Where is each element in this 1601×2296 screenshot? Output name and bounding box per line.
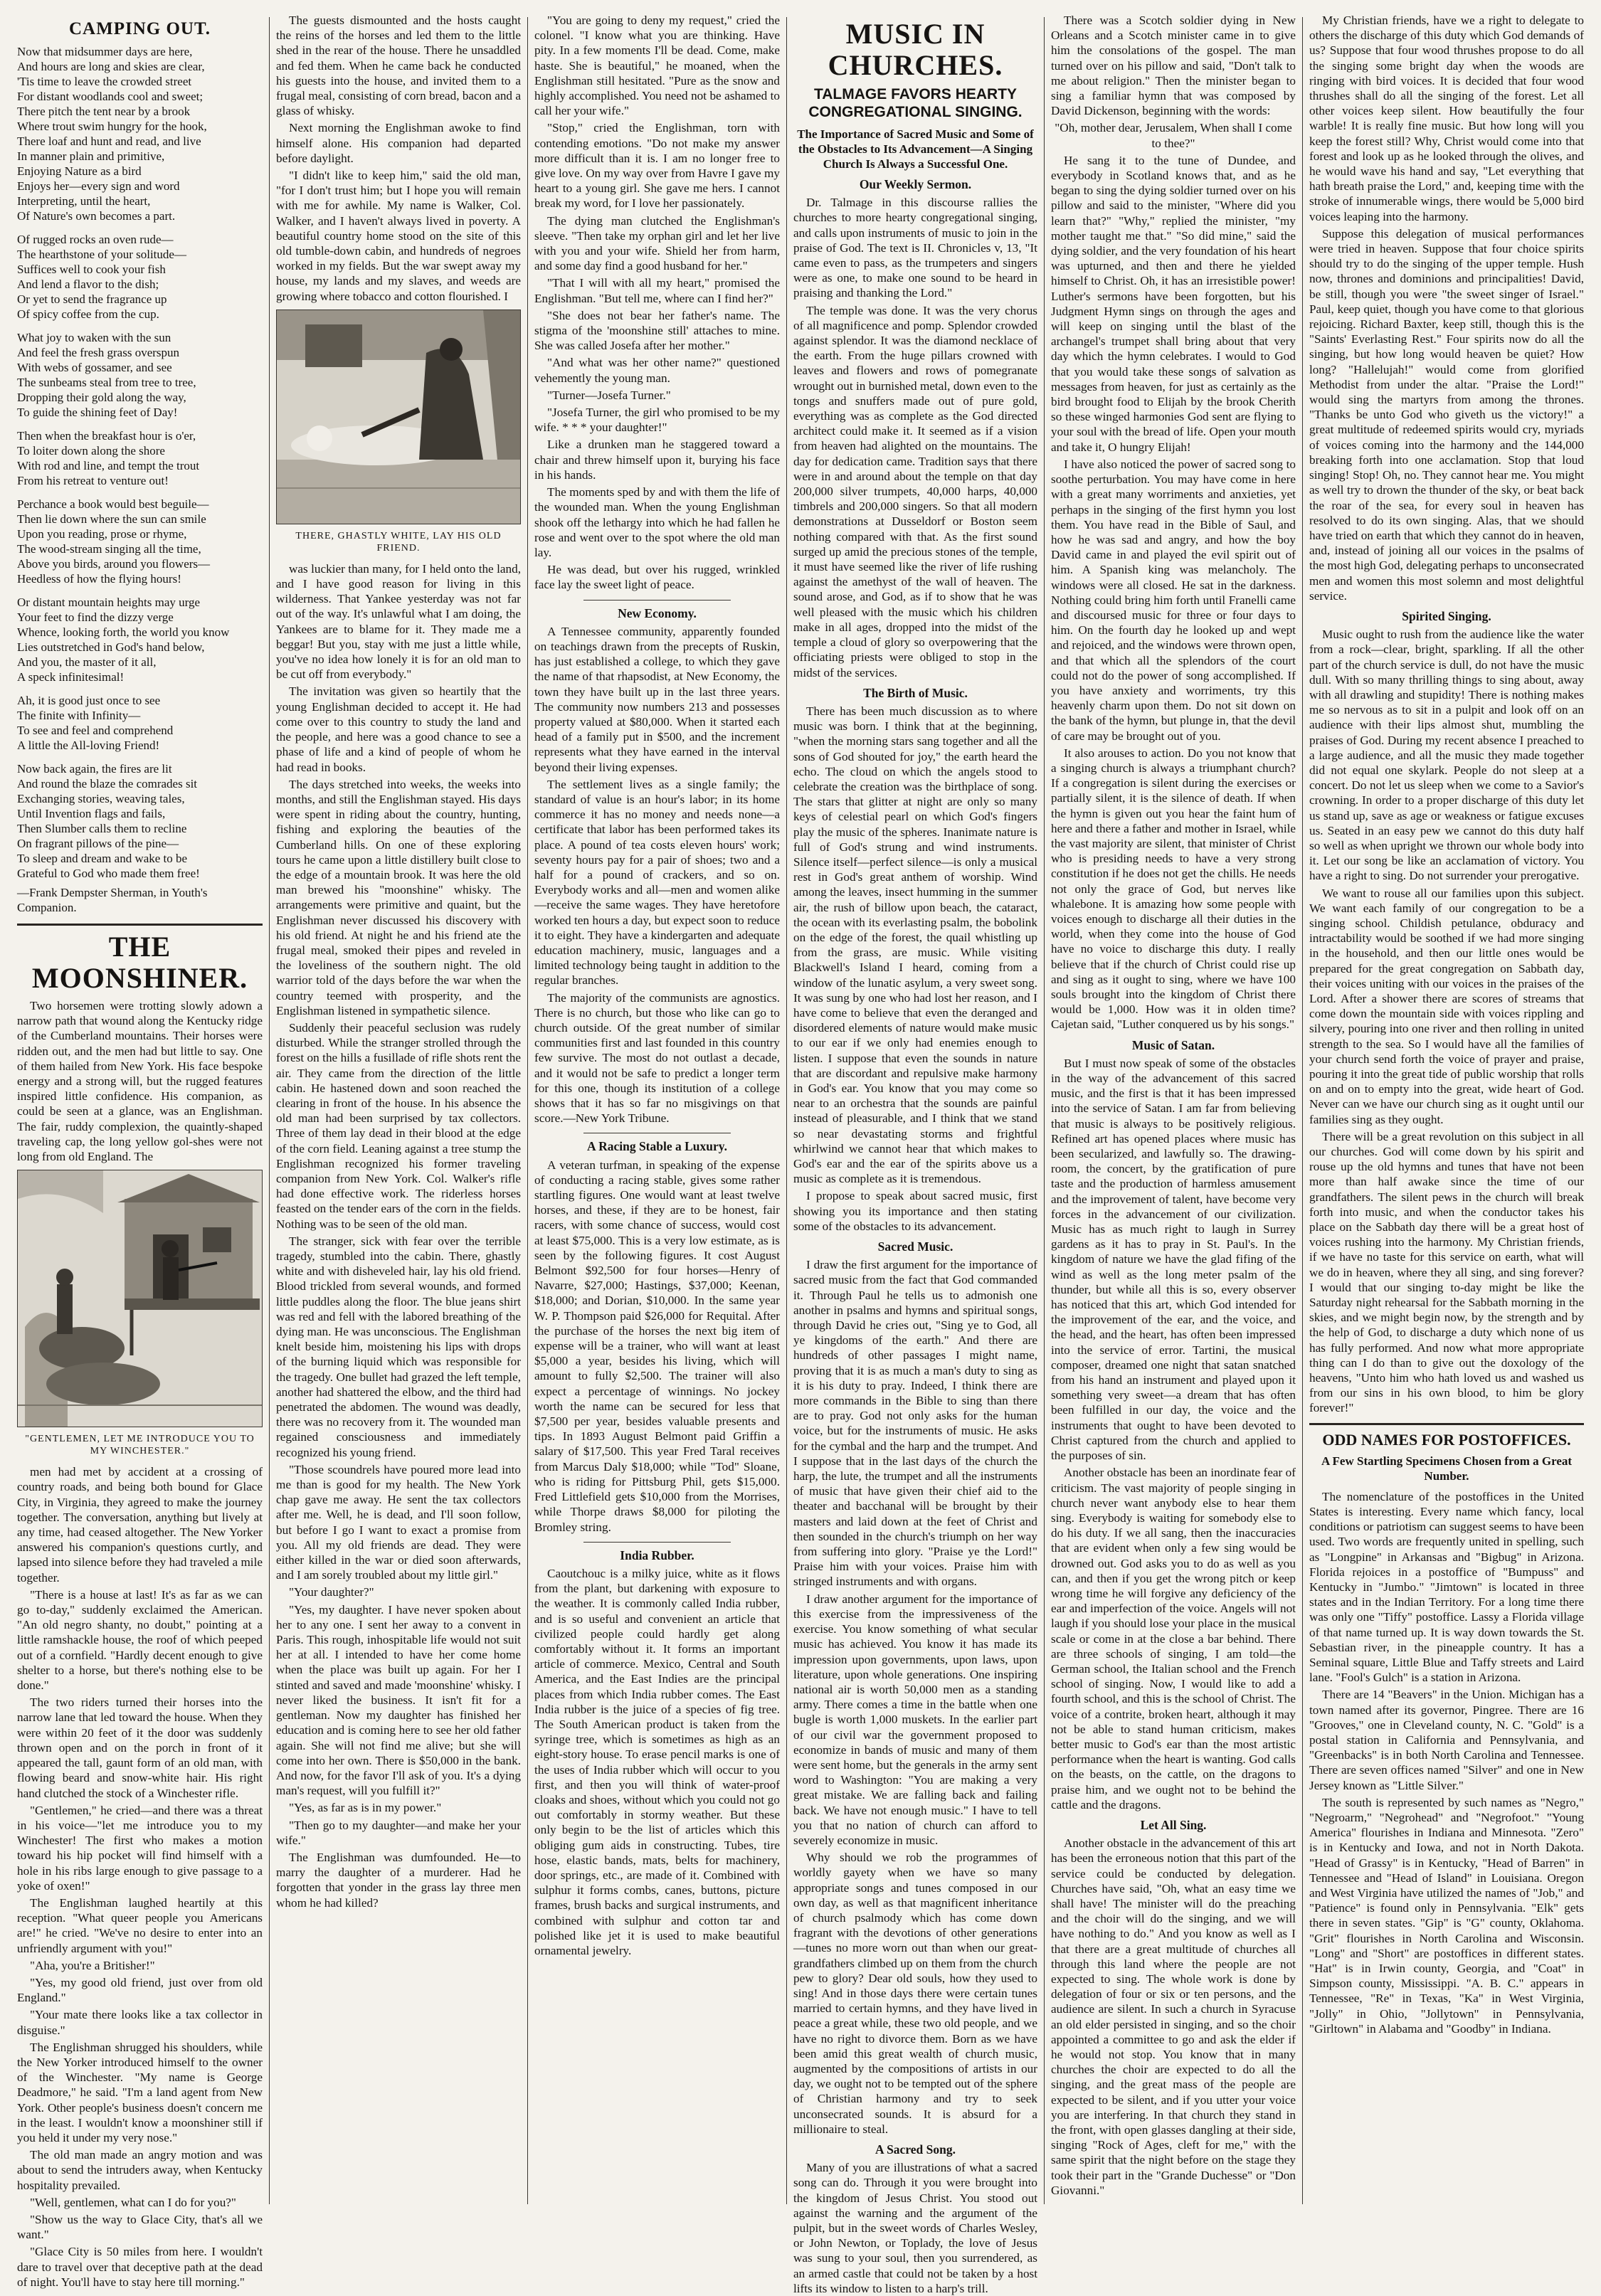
poem-stanza: Ah, it is good just once to see The finite with Infinity— To see and feel and comprehend A little the All-loving Friend! [17,694,174,752]
story-paragraph: The dying man clutched the Englishman's sleeve. "Then take my orphan girl and let her live with you and your wife. Shield her from harm, and some day find a good husband for her." [534,213,780,273]
sermon-paragraph: Many of you are illustrations of what a sacred song can do. Through it you were brought into the kingdom of Jesus Christ. You stood out against the warning and the argument of the pulpit, but in the sweet words of Charles Wesley, or John Newton, or Toplady, the love of Jesus was sung to your soul, then you surrendered, as an armed castle that could not be taken by a host lifts its window to listen to a harp's trill. [793,2161,1037,2295]
divider [17,924,263,926]
postoffices-deck: A Few Startling Specimens Chosen from a Great Number. [1321,1454,1573,1483]
section-heading: Our Weekly Sermon. [859,177,972,191]
poem-stanza: Now that midsummer days are here, And hours are long and skies are clear, 'Tis time to leave the crowded street For distant woodlands cool and sweet; There pitch the tent near by a brook Where trout swim hungry for the hook, There loaf and hunt and read, and live In manner plain and primitive, Enjoying Nature as a bird Enjoys her—every sign and word Interpreting, until the heart, Of Nature's own becomes a part. [17,45,207,223]
story-paragraph: "Your daughter?" [289,1585,374,1599]
story-paragraph: "Show us the way to Glace City, that's all we want." [17,2212,263,2242]
story-paragraph: "Gentlemen," he cried—and there was a threat in his voice—"let me introduce you to my Winchester! The first who makes a motion toward his hip pocket will find himself with a hole in his ribs large enough to give passage to a yoke of oxen!" [17,1803,263,1893]
story-paragraph: The days stretched into weeks, the weeks into months, and still the Englishman stayed. His days were spent in riding about the country, hunting, fishing and exploring the beauties of the Cumberland hills. On one of these exploring tours he came upon a little distillery built close to the edge of a mountain brook. It was here the old man brewed his "moonshine" whisky. The arrangements were primitive and quaint, but the Englishman never discussed his discovery with his old friend. At night he and his friend ate the frugal meal, smoked their pipes and reveled in the loveliness of the southern night. The old warrior told of the days before the war when the country teemed with prosperity, and the Englishman listened in sympathetic silence. [276,777,521,1017]
article-paragraph: The nomenclature of the postoffices in the United States is interesting. Every name which fancy, local conditions or patriotism can suggest seems to have been used. Two words are frequently united in spelling, such as "Longpine" in Arkansas and "Bigbug" in Arizona. Florida rejoices in a postoffice of "Bumpuss" and Kentucky in "Jumbo." "Jimtown" is located in three states and in the Indian Territory. For a long time there was only one "Tiffy" postoffice. Lassy a Florida village of that name turned up. It is way down towards the St. Sebastian river, in the pineapple country. It has a Seminal square, Little Blue and Taffy streets and Laird lane. "Fool's Gulch" is a station in Arizona. [1309,1489,1584,1685]
poem-credit: —Frank Dempster Sherman, in Youth's Companion. [17,886,208,914]
story-paragraph: The Englishman shrugged his shoulders, while the New Yorker introduced himself to the owner of the Winchester. "My name is George Deadmore," he said. "I'm a land agent from New York. Other people's business doesn't concern me in the least. I wouldn't know a moonshiner still if you held it under my very nose." [17,2040,263,2144]
sermon-paragraph: It also arouses to action. Do you not know that a singing church is always a triumphant church? If a congregation is silent during the exercises or partially silent, it is the silence of death. If when the hymn is given out you hear the faint hum of here and there a father and mother in Israel, while the vast majority are silent, that minister of Christ who is presiding needs to have a very strong constitution if he does not get the chills. He needs not only the grace of God, but nerves like whalebone. It is amazing how some people with voices enough to discharge all their duties in the world, when they come into the house of God have no voice to discharge this duty. I really believe that if the church of Christ could rise up and sing as it ought to sing, where we have 100 souls brought into the kingdom of Christ there would be 1,000. How was it in olden time? Cajetan said, "Luther conquered us by his songs." [1051,746,1296,1032]
story-paragraph: "Josefa Turner, the girl who promised to be my wife. * * * your daughter!" [534,406,780,435]
story-paragraph: "Your mate there looks like a tax collector in disguise." [17,2008,263,2037]
story-paragraph: "Glace City is 50 miles from here. I wouldn't dare to travel over that deceptive path at the dead of night. You'll have to stay here till morning." [17,2245,263,2289]
sermon-paragraph: Dr. Talmage in this discourse rallies the churches to more hearty congregational singing, and calls upon instruments of music to join in the praise of God. The text is II. Chronicles v, 13, "It came even to pass, as the trumpeters and singers were as one, to make one sound to be heard in praising and thanking the Lord." [793,196,1037,300]
sermon-paragraph: Music ought to rush from the audience like the water from a rock—clear, bright, sparkling. If all the other part of the church service is dull, do not have the music dull. With so many thrilling things to sing about, away with all drawling and stupidity! There is nothing makes me so nervous as to sit in a pulpit and look off on an audience with their lips almost shut, mumbling the praises of God. During my recent absence I preached to a large audience, and all the music they made together did not equal one skylark. People do not sleep at a concert. Do not let us sleep when we come to a Savior's crowning. In order to a proper discharge of this duty let us stand up, save as age or weakness or fatigue excuses us. Seated in an easy pew we cannot do this duty half so well as when upright we thrown our whole body into it. Let our song be like an acclamation of victory. You have a right to sing. Do not surrender your prerogative. [1309,628,1584,883]
story-paragraph: The guests dismounted and the hosts caught the reins of the horses and led them to the little shed in the rear of the house. There he unsaddled and fed them. When he came back he conducted his guests into the house, and invited them to a frugal meal, consisting of corn bread, bacon and a glass of whisky. [276,14,521,118]
sermon-quote: "Oh, mother dear, Jerusalem, When shall I come to thee?" [1055,121,1292,150]
section-heading: Let All Sing. [1140,1817,1207,1832]
column-1 [17,13,263,2289]
article-paragraph: There are 14 "Beavers" in the Union. Michigan has a town named after its governor, Pingree. There are 16 "Grooves," one in Cleveland county, N. C. "Gold" is a postal station in California and Pennsylvania, and "Greenbacks" is in both North Carolina and Tennessee. There are seven offices named "Silver" and one in New Jersey known as "Little Silver." [1309,1688,1584,1792]
new-economy-title: New Economy. [618,605,697,620]
article-paragraph: The settlement lives as a single family; the standard of value is an hour's labor; in its home commerce it has no money and needs none—a certificate that labor has been performed takes its place. A pound of tea costs eleven hours' work; seventy hours pay for a pair of shoes; two and a half for a pound of crackers, and so on. Everybody works and all—men and women alike—receive the same wages. They have heretofore worked ten hours a day, but expect soon to reduce it to eight. They have a kindergarten and adequate education machinery, music, languages and a limited technology being taught in addition to the regular branches. [534,777,780,988]
story-paragraph: The invitation was given so heartily that the young Englishman decided to accept it. He had come over to this country to study the land and the people, and here was a good chance to see a phase of life and a kind of people of whom he had read in books. [276,684,521,774]
article-paragraph: A veteran turfman, in speaking of the expense of conducting a racing stable, gives some rather startling figures. One would want at least twelve horses, and these, if they are to be honest, fair racers, with some chance of success, would cost at least $75,000. This is a very low estimate, as is seen by the following figures. It cost August Belmont $92,500 for four horses—Henry of Navarre, $27,000; Hastings, $37,000; Keenan, $18,000; and Dorian, $10,000. In the same year W. P. Thompson paid $26,000 for Requital. After the purchase of the horses the next big item of expense will be a trainer, who will want at least $5,000 a year, besides his living, which will amount to fully $2,500. The trainer will also expect a percentage of winnings. No jockey worth the name can be secured for less that $7,500 per year, besides valuable presents and tips. In 1893 August Belmont paid Griffin a salary of $17,500. This year Fred Taral receives from Marcus Daly $18,000; while "Tod" Sloane, who is riding for Pittsburg Phil, gets $15,000. Fred Littlefield gets $10,000 from the Morrises, while Thorpe draws $8,000 for piloting the Bromley string. [534,1158,780,1534]
sermon-paragraph: There has been much discussion as to where music was born. I think that at the beginning, "when the morning stars sang together and all the sons of God shouted for joy," the earth heard the echo. The cloud on which the angels stood to celebrate the creation was the birthplace of song. The stars that glitter at night are only so many keys of celestial pearl on which God's fingers play the music of the spheres. Inanimate nature is full of God's strung and wind instruments. Silence itself—perfect silence—is only a musical rest in God's great anthem of worship. Wind among the leaves, insect humming in the summer air, the rush of billow upon beach, the cataract, the ocean with its everlasting psalm, the bobolink on the edge of the forest, the quail whistling up from the grass, are music. While visiting Blackwell's Island I heard, coming from a window of the lunatic asylum, a very sweet song. It was sung by one who had lost her reason, and I have come to believe that even the deranged and disordered elements of nature would make music to our ear if we only had enemies enough to listen. I suppose that even the sounds in nature that are discordant and repulsive make harmony in God's ear. You know that you may come so near to an orchestra that the sounds are painful instead of pleasurable, and I think that we stand so near devastating storms and frightful whirlwind we cannot hear that which makes to God's ear and the ear of the spirits above us a music as complete as it is tremendous. [793,704,1037,1186]
story-paragraph: Next morning the Englishman awoke to find himself alone. His companion had departed before daylight. [276,121,521,165]
story-paragraph: "Stop," cried the Englishman, torn with contending emotions. "Do not make my answer more difficult than it is. I am no longer free to give love. On my way over from Havre I gave my heart to a young girl. She gave me hers. I cannot break my word, for I love her passionately. [534,121,780,211]
cabin-scene-illustration [18,1170,262,1427]
music-subdeck: The Importance of Sacred Music and Some of the Obstacles to Its Advancement—A Singing Church Is Always a Successful One. [797,127,1034,171]
story-paragraph: "Yes, my good old friend, just over from old England." [17,1975,263,2005]
column-3 [534,13,780,2211]
story-paragraph: "You are going to deny my request," cried the colonel. "I know what you are thinking. Have pity. In a few moments I'll be dead. Come, make haste. She is beautiful," he moaned, when the Englishman still hesitated. "Pure as the snow and highly accomplished. You need not be ashamed to call her your wife." [534,14,780,118]
sermon-paragraph: I draw the first argument for the importance of sacred music from the fact that God commanded it. Through Paul he tells us to admonish one another in psalms and hymns and spiritual songs, through David he cries out, "Sing ye to God, all ye kingdoms of the earth." And there are hundreds of other passages I might name, proving that it is as much a man's duty to sing as it is his duty to pray. Indeed, I think there are more commands in the Bible to sing than there are to pray. God not only asks for the human voice, but for the instruments of music. He asks for the cymbal and the harp and the trumpet. And I suppose that in the last days of the church the harp, the lute, the trumpet and all the instruments of music that have given their chief aid to the theater and bacchanal will be brought by their masters and laid down at the feet of Christ and then sounded in the church's triumph on her way from suffering into glory. "Praise ye the Lord!" Praise him with your voices. Praise him with stringed instruments and with organs. [793,1258,1037,1589]
poem-stanza: What joy to waken with the sun And feel the fresh grass overspun With webs of gossamer, and see The sunbeams steal from tree to tree, Dropping their gold along the way, To guide the shining feet of Day! [17,331,196,419]
column-6 [1309,13,1584,2211]
story-paragraph: "Yes, my daughter. I have never spoken about her to any one. I sent her away to a convent in Paris. This rough, inhospitable life would not suit her at all. I intended to have her come home when the place was built up again. For her I stinted and saved and made 'moonshine' whisky. I never liked the business. It isn't fit for a gentleman. Now my daughter has finished her education and is coming here to see her old father again. She will not find me alive; but she will come into her own. There is $50,000 in the bank. And now, for the favor I'll ask of you. It's a dying man's request, will you fulfill it?" [276,1602,521,1798]
column-rule [1044,17,1045,2204]
column-rule [1302,17,1303,2204]
old-friend-illustration [277,310,520,524]
divider [583,600,731,601]
sermon-paragraph: I have also noticed the power of sacred song to soothe perturbation. You may have come in here with a great many worriments and anxieties, yet perhaps in the singing of the first hymn you lost them. You have read in the Bible of Saul, and how he was sad and angry, and how the boy David came in and played the evil spirit out of him. A Spanish king was melancholy. The windows were all closed. He sat in the darkness. Nothing could bring him forth until Franelli came and discoursed music for three or four days to him. On the fourth day he looked up and wept and rejoiced, and the windows were thrown open, and that which all the splendors of the court could not do the power of song accomplished. If you have anxiety and worriments, try this heavenly charm upon them. Do not sit down on the bank of the hymn, but plunge in, that the devil of care may be brought out of you. [1051,457,1296,743]
story-paragraph: "Turner—Josefa Turner." [547,388,671,402]
divider [583,1542,731,1543]
article-paragraph: A Tennessee community, apparently founded on teachings drawn from the precepts of Ruskin, has just established a college, to which they gave the name of that rhapsodist, at New Economy, the town they have built up in the last three years. The community now numbers 213 and possesses property valued at $80,000. When it started each head of a family put in $500, and the increment represents what they have earned in the interval beyond their living expenses. [534,624,780,774]
postoffices-title: ODD NAMES FOR POSTOFFICES. [1322,1430,1571,1449]
story-paragraph: Like a drunken man he staggered toward a chair and threw himself upon it, burying his face in his hands. [534,438,780,482]
sermon-paragraph: I propose to speak about sacred music, first showing you its importance and then stating some of the obstacles to its advancement. [793,1189,1037,1233]
sermon-paragraph: He sang it to the tune of Dundee, and everybody in Scotland knows that, and as he began to sing the dying soldier turned over on his pillow and said to the minister, "Where did you learn that?" "Why," replied the minister, "my mother taught me that." "So did mine," said the dying soldier, and the very foundation of his heart was upturned, and then and there he yielded himself to Christ. Oh, it has an irresistible power! Luther's sermons have been forgotten, but his Judgment Hymn sings on through the ages and will keep on singing until the blast of the archangel's trumpet shall bring about that very day which the hymn celebrates. I would to God that you would take these songs of salvation as messages from heaven, for just as certainly as the bird brought food to Elijah by the brook Cherith so these winged harmonies God sent are flying to your soul with the bread of life. Open your mouth and take it, O hungry Elijah! [1051,153,1296,454]
poem-stanza: Now back again, the fires are lit And round the blaze the comrades sit Exchanging stories, weaving tales, Until Invention flags and fails, Then Slumber calls them to recline On fragrant pillows of the pine— To sleep and dream and wake to be Grateful to God who made them free! [17,762,200,880]
section-heading: Music of Satan. [1131,1037,1215,1052]
story-paragraph: The two riders turned their horses into the narrow lane that led toward the house. When they were within 20 feet of it the door was suddenly thrown open and on the porch in front of it appeared the tall, gaunt form of an old man, with flowing beard and snow-white hair. His right hand clutched the stock of a Winchester rifle. [17,1695,263,1800]
story-paragraph: "Aha, you're a Britisher!" [30,1958,155,1972]
illustration-caption: "GENTLEMEN, LET ME INTRODUCE YOU TO MY WINCHESTER." [25,1434,255,1457]
moonshiner-illustration [17,1170,263,1427]
article-paragraph: Caoutchouc is a milky juice, white as it flows from the plant, but darkening with exposure to the weather. It is commonly called India rubber, and is so useful and convenient an article that civilized people could hardly get along comfortably without it. It forms an important article of commerce. Mexico, Central and South America, and the East Indies are the principal places from which India rubber comes. The East India rubber is the juice of a species of fig tree. The South American product is taken from the syringe tree, which is sometimes as high as an eight-story house. To erase pencil marks is one of the uses of India rubber which will occur to you first, and then you will think of water-proof cloaks and shoes, without which you could not go out comfortably in stormy weather. But these only begin to be the list of articles which this obliging gum aids in constructing. Tubes, tire hose, elastic bands, mats, belts for machinery, door springs, etc., are made of it. Combined with sulphur it forms combs, canes, buttons, picture frames, brush backs and surgical instruments, and combined with sulphur and cotton tar and polished like jet it is used to make beautiful ornamental jewelry. [534,1566,780,1957]
article-paragraph: The majority of the communists are agnostics. There is no church, but those who like can go to church outside. Of the great number of similar communities first and last founded in this country few survive. The most do not outlast a decade, and it would not be safe to predict a longer term for this one, though its institution of a college shows that it has so far no misgivings on that score.—New York Tribune. [534,990,780,1126]
camping-out-title: CAMPING OUT. [68,19,211,38]
death-scene-illustration [276,310,521,524]
section-heading: Spirited Singing. [1402,608,1491,623]
divider [1309,1423,1584,1425]
poem-stanza: Then when the breakfast hour is o'er, To loiter down along the shore With rod and line, and tempt the trout From his retreat to venture out! [17,429,200,487]
sermon-paragraph: Another obstacle has been an inordinate fear of criticism. The vast majority of people singing in church never want anybody else to hear them sing. Everybody is waiting for somebody else to do his duty. If we all sang, then the inaccuracies that are evident when only a few sing would be drowned out. God asks you to do as well as you can, and then if you get the wrong pitch or keep wrong time he will forgive any deficiency of the ear and imperfection of the voice. Angels will not laugh if you should lose your place in the musical scale or come in at the close a bar behind. There are three schools of singing, I am told—the German school, the Italian school and the French school of singing. Now, I would like to add a fourth school, and this is the school of Christ. The voice of a contrite, broken heart, although it may not be able to stand human criticism, makes better music to God's ear than the most artistic performance when the heart is wanting. God calls on the beasts, on the cattle, on the dragons to praise him, and we ought not to be behind the cattle and the dragons. [1051,1466,1296,1811]
sermon-paragraph: But I must now speak of some of the obstacles in the way of the advancement of this sacred music, and the first is that it has been impressed into the service of Satan. I am far from believing that music is always to be positively religious. Refined art has opened places where music has been secularized, and lawfully so. The drawing-room, the concert, by the gratification of pure taste and the production of harmless amusement and the improvement of talent, have become very forces in the advancement of our civilization. Music has as much right to laugh in Surrey gardens as it has to pray in St. Paul's. In the kingdom of nature we have the glad fifing of the wind as well as the long meter psalm of the thunder, but while all this is so, every observer has noticed that this art, which God intended for the improvement of the ear, and the voice, and the head, and the heart, has often been impressed into the service of error. Tartini, the musical composer, dreamed one night that satan snatched from his hand an instrument and played upon it something very sweet—a dream that has often been fulfilled in our day, the voice and the instruments that ought to have been devoted to Christ captured from the church and applied to the purposes of sin. [1051,1056,1296,1463]
sermon-paragraph: There will be a great revolution on this subject in all our churches. God will come down by his spirit and rouse up the old hymns and tunes that have not been more than half awake since the time of our grandfathers. The silent pews in the church will break forth into music, and when the conductor takes his place on the Sabbath day there will be a great host of voices rushing into the harmony. My Christian friends, if we have no taste for this service on earth, what will we do in heaven, where they all sing, and sing forever? I would that our singing to-day might be like the Saturday night rehearsal for the Sabbath morning in the skies, and we might begin now, by the strength and by the help of God, to discharge a duty which none of us has fully performed. And now what more appropriate thing can I do than to give out the doxology of the heavens, "Unto him who hath loved us and washed us from our sins in his own blood, to him be glory forever!" [1309,1129,1584,1415]
india-rubber-title: India Rubber. [620,1548,694,1562]
moonshiner-title: THE MOONSHINER. [31,931,248,994]
poem-stanza: Perchance a book would best beguile— Then lie down where the sun can smile Upon you reading, prose or rhyme, The wood-stream singing all the time, Above you birds, around you flowers— Heedless of how the flying hours! [17,497,211,586]
story-paragraph: "She does not bear her father's name. The stigma of the 'moonshine still' attaches to mine. She was called Josefa after her mother." [534,308,780,353]
story-paragraph: He was dead, but over his rugged, wrinkled face lay the sweet light of peace. [534,563,780,592]
column-rule [269,17,270,2204]
story-paragraph: "Then go to my daughter—and make her your wife." [276,1818,521,1847]
article-paragraph: The south is represented by such names as "Negro," "Negroarm," "Negrohead" and "Negrofoot." "Young America" flourishes in Indiana and Minnesota. "Zero" is in Kentucky and Iowa, and not in North Dakota. "Head of Grassy" is in Kentucky, "Head of Barren" in Tennessee and "Head of Island" in Louisiana. Oregon and West Virginia have utilized the names of "Job," and "Patience" is found only in Pennsylvania. "Elk" gets there in seven states. "Gip" is "G" county, Oklahoma. "Grit" flourishes in North Carolina and Wisconsin. "Long" and "Short" are postoffices in different states. "Hat" is in Irwin county, Georgia, and "Coat" in Simpson county, Mississippi. "A. B. C." appears in Tennessee, "Re" in Texas, "Ka" in West Virginia, "Jolly" in Ohio, "Jollytown" in Pennsylvania, "Girltown" in Alabama and "Goodby" in Indiana. [1309,1795,1584,2036]
story-paragraph: "Those scoundrels have poured more lead into me than is good for my health. The New York chap gave me away. He sent the tax collectors after me. Well, he is dead, and I'll soon follow, but before I go I want to exact a promise from you. All my old friends are dead. They were either killed in the war or died soon afterwards, and I am sorely troubled about my little girl." [276,1462,521,1582]
story-paragraph: "That I will with all my heart," promised the Englishman. "But tell me, where can I find her?" [534,276,780,305]
column-rule [786,17,787,2204]
sermon-paragraph: There was a Scotch soldier dying in New Orleans and a Scotch minister came in to give him the consolations of the gospel. The man turned over on his pillow and said, "Don't talk to me about religion." Then the minister began to sing a familiar hymn that was composed by David Dickenson, beginning with the words: [1051,14,1296,118]
column-rule [527,17,528,2204]
story-paragraph: "I didn't like to keep him," said the old man, "for I don't trust him; but I hope you will remain with me for awhile. My name is Walker, Col. Walker, and I haven't always lived in poverty. A beautiful country home stood on the site of this old tumble-down cabin, and hundreds of negroes worked in my fields. But the war swept away my house, my lands and my slaves, and weeds are growing where tobacco and cotton flourished. I [276,169,521,303]
story-paragraph: "Well, gentlemen, what can I do for you?" [30,2195,236,2209]
sermon-paragraph: Another obstacle in the advancement of this art has been the erroneous notion that this part of the service could be conducted by delegation. Churches have said, "Oh, what an easy time we shall have! The minister will do the preaching and the choir will do the singing, and we will have nothing to do." And you know as well as I that there are a great multitude of churches all through this land where the people are not expected to sing. The whole work is done by delegation of four or six or ten persons, and the audience are silent. In such a church in Syracuse an old elder persisted in singing, and so the choir appointed a committee to go and ask the elder if he would not stop. You know that in many churches the choir are expected to do all the singing, and the great mass of the people are expected to be silent, and if you utter your voice you are interfering. In that church they stand in the front, with open glasses dangling at their side, singing "Rock of Ages, cleft for me," with the same spirit that the night before on the stage they took their part in the "Grande Duchesse" or "Don Giovanni." [1051,1836,1296,2197]
music-churches-title: MUSIC IN CHURCHES. [828,18,1003,81]
poem-stanza: Or distant mountain heights may urge Your feet to find the dizzy verge Whence, looking forth, the world you know Lies outstretched in God's hand below, And you, the master of it all, A speck infinitesimal! [17,596,230,684]
story-paragraph: The Englishman was dumfounded. He—to marry the daughter of a murderer. Had he forgotten that yonder in the grass lay three men whom he had killed? [276,1850,521,1910]
story-paragraph: The old man made an angry motion and was about to send the intruders away, when Kentucky hospitality prevailed. [17,2148,263,2192]
sermon-paragraph: The temple was done. It was the very chorus of all magnificence and pomp. Splendor crowded against splendor. It was the diamond necklace of the earth. From the huge pillars crowned with leaves and flowers and rows of pomegranate wrought out in burnished metal, down even to the tongs and snuffers made out of pure gold, everything was as complete as the God directed architect could make it. It seemed as if a vision from heaven had alighted on the mountains. The day for dedication came. Tradition says that there were in and around about the temple on that day 200,000 silver trumpets, 40,000 harps, 40,000 timbrels and 200,000 singers. So that all modern demonstrations at Dusseldorf or Boston seem nothing compared with that. As the first sound surged up amid the precious stones of the temple, it must have seemed like the river of life rushing against the amethyst of the wall of heaven. The sound arose, and God, as if to show that he was well pleased with the music which his children make in all ages, dropped into the midst of the temple a cloud of glory so overpowering that the officiating priests were obliged to stop in the midst of the services. [793,303,1037,679]
sermon-paragraph: Why should we rob the programmes of worldly gayety when we have so many appropriate songs and tunes composed in our own day, as well as that magnificent inheritance of church psalmody which has come down fragrant with the devotions of other generations—tunes no more worn out than when our great-grandfathers climbed up on them from the church pew to glory? Dear old souls, how they used to sing! And in those days there were certain tunes married to certain hymns, and they have lived in peace a great while, these two old people, and we have no right to divorce them. Born as we have been amid this great wealth of church music, augmented by the compositions of artists in our day, we ought not to be tempted out of the sphere of Christian harmony and try to seek unconsecrated sounds. It is absurd for a millionaire to steal. [793,1851,1037,2136]
sermon-paragraph: I draw another argument for the importance of this exercise from the impressiveness of the exercise. You know something of what secular music has achieved. You know it has made its impression upon governments, upon laws, upon literature, upon whole generations. One inspiring national air is worth 50,000 men as a standing army. There comes a time in the battle when one bugle is worth 1,000 muskets. In the earlier part of our civil war the government proposed to economize in bands of music and many of them were sent home, but the generals in the army sent word to Washington: "You are making a very great mistake. We are falling back and failing back. We have not enough music." I have to tell you that no nation of church can afford to severely economize in music. [793,1592,1037,1847]
section-heading: Sacred Music. [877,1239,953,1254]
sermon-paragraph: Suppose this delegation of musical performances were tried in heaven. Suppose that four choice spirits should try to do the singing of the upper temple. Hush now, thrones and dominions and principalities! David, be still, though you were "the sweet singer of Israel." Paul, keep quiet, though you have come to that glorious rejoicing. Richard Baxter, keep still, though this is the "Saints' Everlasting Rest." Four spirits now do all the singing, but how long would heaven be quiet? How long? "Hallelujah!" would come from glorified Methodist from under the altar. "Praise the Lord!" would sing the martyrs from among the thrones. "Thanks be unto God who giveth us the victory!" a great multitude of redeemed spirits would cry, myriads of voices coming into the harmony and the 144,000 breaking forth into one acclamation. Stop that loud singing! Stop! Oh, no. They cannot hear me. You might as well try to drown the thunder of the sky, or beat back the roar of the sea, for every soul in heaven has resolved to do its own singing. Alas, that we should have tried on earth that which they cannot do in heaven, and, instead of joining all our voices in the psalms of the most high God, delegating perhaps to unconsecrated men and women this most solemn and most delightful service. [1309,226,1584,603]
camping-out-poem [17,44,263,915]
story-paragraph: was luckier than many, for I held onto the land, and I have good reason for living in this wilderness. That Yankee yesterday was not far out of the way. It's unlawful what I am doing, the Yankees are to blame for it. They made me a beggar! But you, stay with me just a little while, you've no idea how lonely it is for an old man to be cut off from everybody." [276,561,521,682]
sermon-paragraph: We want to rouse all our families upon this subject. We want each family of our congregation to be a singing school. Childish petulance, obduracy and intractability would be soothed if we had more singing in the household, and then our little ones would be prepared for the great congregation on Sabbath day, their voices uniting with our voices in the praises of the Lord. After a shower there are scores of streams that come down the mountain side with voices rippling and silvery, pouring into one river and then rolling in united strength to the sea. So I would have all the families of your church send forth the voice of prayer and praise, pouring it into the great tide of public worship that rolls on and on to empty into the great, wide heart of God. Never can we have our church sing as it ought until our families sing as they ought. [1309,886,1584,1126]
story-paragraph: men had met by accident at a crossing of country roads, and being both bound for Glace City, in Virginia, they agreed to make the journey together. The conversation, anything but lively at any time, had ceased altogether. The New Yorker answered his companion's questions curtly, and lapsed into silence before they had traveled a mile together. [17,1465,263,1585]
section-heading: The Birth of Music. [863,685,968,700]
story-paragraph: Suddenly their peaceful seclusion was rudely disturbed. While the stranger strolled through the forest on the hills a fusillade of rifle shots rent the air. They came from the direction of the little cabin. He hastened down and soon reached the clearing in front of the house. In his absence the old man had been surprised by tax collectors. Three of them lay dead in their blood at the edge of the corn field. Leaning against a tree stump the Englishman recognized his former traveling companion from New York. Col. Walker's rifle had done effective work. The riderless horses feasted on the tender ears of the corn in the fields. Nothing was to be seen of the old man. [276,1020,521,1231]
racing-stable-title: A Racing Stable a Luxury. [587,1139,727,1154]
music-deck: TALMAGE FAVORS HEARTY CONGREGATIONAL SINGING. [808,86,1023,120]
newspaper-page [17,13,1584,2295]
story-paragraph: The moments sped by and with them the life of the wounded man. When the young Englishman shook off the lethargy into which he had fallen he rose and went over to the spot where the old man lay. [534,485,780,559]
story-paragraph: The stranger, sick with fear over the terrible tragedy, stumbled into the cabin. There, ghastly white and with disheveled hair, lay his old friend. Blood trickled from several wounds, and formed little puddles along the floor. The blue jeans shirt was red and fell with the labored breathing of the dying man. He was unconscious. The Englishman knelt beside him, moistening his lips with drops of the burning liquid which was responsible for the tragedy. One bullet had grazed the left temple, another had shattered the elbow, and the third had penetrated the abdomen. The wound was deadly, there was no recovery from it. The wounded man regained consciousness and immediately recognized his young friend. [276,1234,521,1459]
column-5 [1051,13,1296,2211]
column-2 [276,13,521,2211]
poem-stanza: Of rugged rocks an oven rude— The hearthstone of your solitude— Suffices well to cook your fish And lend a flavor to the dish; Or yet to send the fragrance up Of spicy coffee from the cup. [17,233,186,321]
story-paragraph: "And what was her other name?" questioned vehemently the young man. [534,356,780,385]
story-paragraph: Two horsemen were trotting slowly adown a narrow path that wound along the Kentucky ridge of the Cumberland mountains. Their horses were ridden out, and the men had but little to say. One of them hailed from New York. His face bespoke energy and a strong will, but the rugged features inspired little confidence. His companion, as could be seen at a glance, was an Englishman. The fair, ruddy complexion, the quaintly-shaped traveling cap, the long yellow gol-shes were not long from old England. The [17,999,263,1164]
sermon-paragraph: My Christian friends, have we a right to delegate to others the discharge of this duty which God demands of us? Suppose that four wood thrushes propose to do all the singing some bright day when the woods are ringing with bird voices. It is decided that four wood thrushes shall do all the singing of the forest. Let all other voices keep silent. How beautifully the four warble! It is really fine music. But how long will you keep the forest still? Why, Christ would come into that forest and look up as he looked through the olives, and he would wave his hand and say, "Let everything that hath breath praise the Lord," and, keeping time with the stroke of innumerable wings, there would be 5,000 bird voices leaping into the harmony. [1309,14,1584,223]
story-paragraph: "Yes, as far as is in my power." [289,1801,442,1815]
section-heading: A Sacred Song. [875,2142,956,2157]
story-paragraph: The Englishman laughed heartily at this reception. "What queer people you Americans are!" he cried. "We've no desire to enter into an unfriendly argument with you!" [17,1895,263,1955]
illustration-caption: THERE, GHASTLY WHITE, LAY HIS OLD FRIEND. [295,530,502,554]
column-4 [793,13,1037,2295]
story-paragraph: "There is a house at last! It's as far as we can go to-day," suddenly exclaimed the American. "An old negro shanty, no doubt," pointing at a little ramshackle house, the roof of which peeped out of a cornfield. "Hardly decent enough to give shelter to a horse, but there's nothing else to be done." [17,1587,263,1693]
